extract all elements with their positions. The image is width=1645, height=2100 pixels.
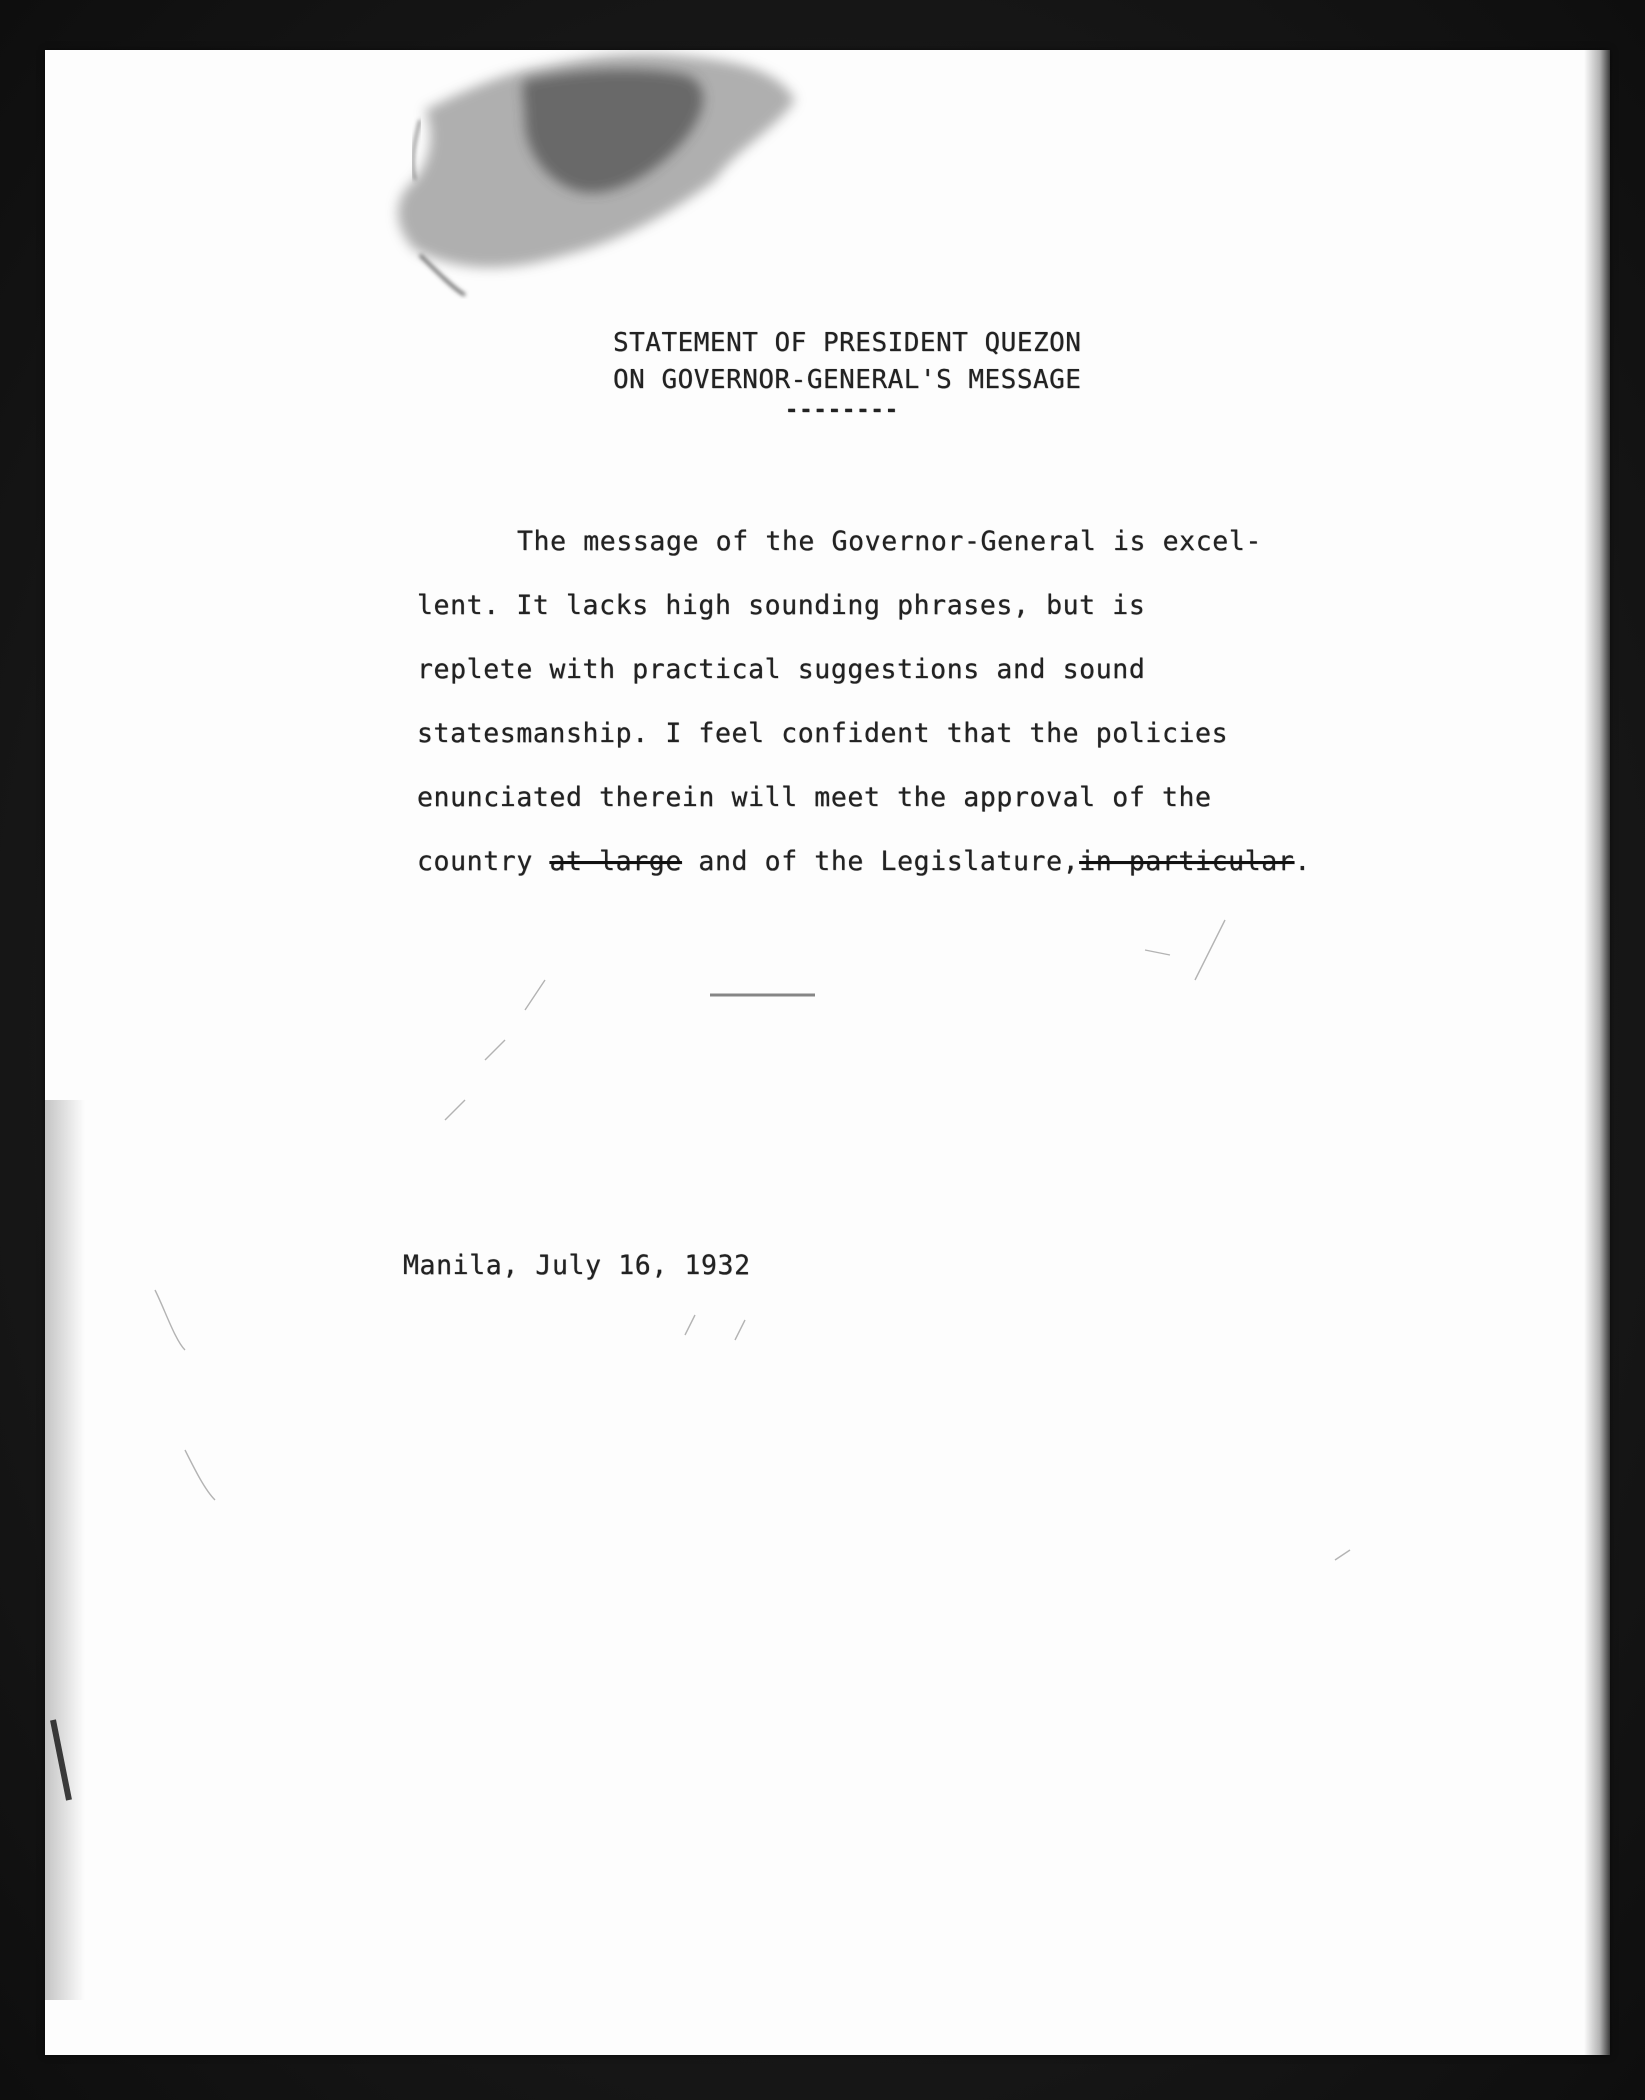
struck-text-in-particular: in particular xyxy=(1079,846,1295,877)
body-line-6-start: country xyxy=(417,846,550,877)
page-edge-shadow-left xyxy=(45,1100,85,2000)
body-line-1 xyxy=(417,510,1311,574)
body-line-6-middle: and of the Legislature xyxy=(681,846,1063,877)
struck-text-at-large: at large xyxy=(549,846,682,877)
document-page xyxy=(45,50,1610,2055)
body-line-6-end: . xyxy=(1294,846,1311,877)
document-title xyxy=(613,325,1081,423)
page-edge-shadow-right xyxy=(1584,50,1610,2055)
title-line-1: STATEMENT OF PRESIDENT QUEZON xyxy=(613,328,1082,358)
title-line-2: ON GOVERNOR-GENERAL'S MESSAGE xyxy=(613,365,1082,395)
body-line-6 xyxy=(417,830,1311,894)
body-line-2: lent. It lacks high sounding phrases, but is xyxy=(417,590,1146,621)
title-divider: -------- xyxy=(785,398,899,423)
dateline: Manila, July 16, 1932 xyxy=(403,1250,751,1281)
body-line-6-comma: , xyxy=(1062,846,1080,877)
body-line-4: statesmanship. I feel confident that the policies xyxy=(417,718,1229,749)
body-line-5: enunciated therein will meet the approval of the xyxy=(417,782,1212,813)
statement-body xyxy=(417,510,1311,894)
water-stain xyxy=(375,50,845,300)
body-line-3: replete with practical suggestions and sound xyxy=(417,654,1146,685)
body-line-1-text: The message of the Governor-General is excel- xyxy=(517,526,1262,557)
